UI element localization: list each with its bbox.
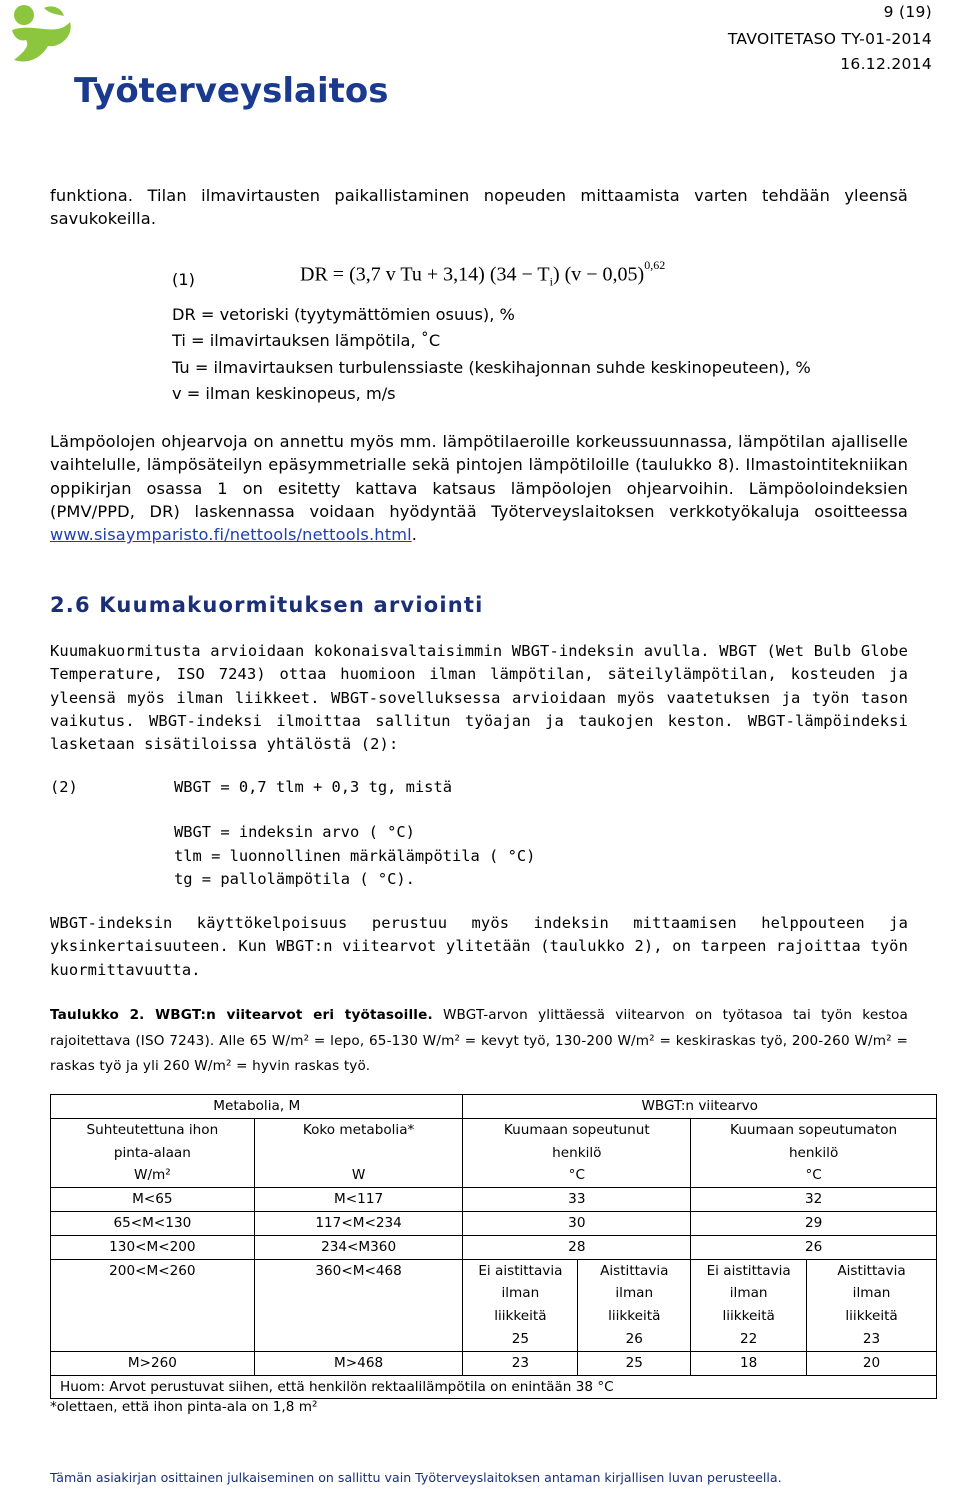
header-sopeutunut: Kuumaan sopeutunut henkilö °C <box>463 1118 691 1187</box>
table-caption-text: WBGT-arvon ylittäessä viitearvon on työtasoa tai työn kestoa rajoitettava (ISO 7243). Alle 65 W/m² = lepo, 65-130 W/m² = kevyt työ, 130-200 W/m² = keskiraskas työ, 200-260 W/m² = raskas työ ja yli 260 W/m² = hyvin raskas työ. <box>50 1007 908 1074</box>
table-row <box>51 1351 937 1375</box>
table-cell: 200<M<260 <box>51 1259 255 1351</box>
equation-1-sub: i <box>549 274 553 289</box>
equation-1 <box>300 258 666 290</box>
wbgt-table <box>50 1094 937 1399</box>
table-caption-label: Taulukko 2. WBGT:n viitearvot eri työtasoille. <box>50 1007 433 1023</box>
table-cell: 18 <box>691 1351 807 1375</box>
equation-1-number: (1) <box>172 270 195 289</box>
section-title: 2.6 Kuumakuormituksen arviointi <box>50 593 484 617</box>
table-cell: Aistittavia ilman liikkeitä 23 <box>807 1259 937 1351</box>
equation-2-number: (2) <box>50 778 78 796</box>
table-cell: M<117 <box>254 1188 463 1212</box>
paragraph-kaytto: WBGT-indeksin käyttökelpoisuus perustuu myös indeksin mittaamisen helppouteen ja yksinkertaisuuteen. Kun WBGT:n viitearvot ylitetään (taulukko 2), on tarpeen rajoittaa työn kuormittavuutta. <box>50 914 908 979</box>
table-cell: 25 <box>578 1351 691 1375</box>
table-footnote: *olettaen, että ihon pinta-ala on 1,8 m² <box>50 1399 318 1415</box>
equation-1-exponent: 0,62 <box>644 258 666 272</box>
eq2-def-wbgt: WBGT = indeksin arvo ( °C) <box>174 823 415 841</box>
table-cell: 26 <box>691 1235 937 1259</box>
table-cell: 33 <box>463 1188 691 1212</box>
table-cell: 32 <box>691 1188 937 1212</box>
paragraph-wbgt: Kuumakuormitusta arvioidaan kokonaisvaltaisimmin WBGT-indeksin avulla. WBGT (Wet Bulb Globe Temperature, ISO 7243) ottaa huomioon ilman lämpötilan, säteilylämpötilan, kosteuden ja yleensä myös ilman liikkeet. WBGT-sovelluksessa arvioidaan myös vaatetuksen ja työn tason vaikutus. WBGT-indeksi ilmoittaa sallitun työajan ja taukojen keston. WBGT-lämpöindeksi lasketaan sisätiloissa yhtälöstä (2): <box>50 642 908 754</box>
logo-figure-icon <box>12 5 71 61</box>
table-cell: Ei aistittavia ilman liikkeitä 25 <box>463 1259 578 1351</box>
paragraph-lampoolot-text: Lämpöolojen ohjearvoja on annettu myös mm. lämpötilaeroille korkeussuunnassa, lämpötilan ajalliselle vaihtelulle, lämpösäteilyn epäsymmetrialle sekä pintojen lämpötiloille (taulukko 8). Ilmastointitekniikan oppikirjan osassa 1 on esitetty kattava katsaus lämpöolojen ohjearvoihin. Lämpöoloindeksien (PMV/PPD, DR) laskennassa voidaan hyödyntää Työterveyslaitoksen verkkotyökaluja osoitteessa <box>50 432 908 521</box>
table-cell: 130<M<200 <box>51 1235 255 1259</box>
table-cell: 234<M360 <box>254 1235 463 1259</box>
table-cell: 28 <box>463 1235 691 1259</box>
equation-1-rhs: ) (v − 0,05) <box>552 263 645 286</box>
table-row <box>51 1118 937 1187</box>
table-note: Huom: Arvot perustuvat siihen, että henkilön rektaalilämpötila on enintään 38 °C <box>51 1375 937 1399</box>
intro-paragraph: funktiona. Tilan ilmavirtausten paikallistaminen nopeuden mittaamista varten tehdään yleensä savukokeilla. <box>50 186 908 229</box>
table-cell: 65<M<130 <box>51 1211 255 1235</box>
table-cell: 20 <box>807 1351 937 1375</box>
tyoterveyslaitos-logo <box>4 2 389 111</box>
equation-1-lhs: DR = (3,7 v Tu + 3,14) (34 − T <box>300 263 550 286</box>
eq2-def-tlm: tlm = luonnollinen märkälämpötila ( °C) <box>174 847 536 865</box>
table-row <box>51 1235 937 1259</box>
eq1-def-dr: DR = vetoriski (tyytymättömien osuus), % <box>172 305 515 324</box>
header-sopeutumaton: Kuumaan sopeutumaton henkilö °C <box>691 1118 937 1187</box>
header-suhteutettuna: Suhteutettuna ihon pinta-alaan W/m² <box>51 1118 255 1187</box>
table-row <box>51 1211 937 1235</box>
eq1-def-ti: Ti = ilmavirtauksen lämpötila, ˚C <box>172 331 441 350</box>
table-cell: M>468 <box>254 1351 463 1375</box>
document-id: TAVOITETASO TY-01-2014 <box>727 30 932 48</box>
table-row <box>51 1095 937 1119</box>
table-cell: 360<M<468 <box>254 1259 463 1351</box>
eq1-def-v: v = ilman keskinopeus, m/s <box>172 384 396 403</box>
table-cell: M<65 <box>51 1188 255 1212</box>
eq2-def-tg: tg = pallolämpötila ( °C). <box>174 870 415 888</box>
table-cell: 29 <box>691 1211 937 1235</box>
table-cell: 23 <box>463 1351 578 1375</box>
table-cell: M>260 <box>51 1351 255 1375</box>
table-row <box>51 1188 937 1212</box>
page-number: 9 (19) <box>883 3 932 21</box>
equation-2: WBGT = 0,7 tlm + 0,3 tg, mistä <box>174 778 452 796</box>
logo-wordmark: Työterveyslaitos <box>74 71 389 111</box>
table-cell: 30 <box>463 1211 691 1235</box>
table-cell: 117<M<234 <box>254 1211 463 1235</box>
paragraph-lampoolot <box>50 430 908 546</box>
table-cell: Aistittavia ilman liikkeitä 26 <box>578 1259 691 1351</box>
header-wbgt: WBGT:n viitearvo <box>463 1095 937 1119</box>
table-row <box>51 1259 937 1351</box>
nettools-link[interactable]: www.sisaymparisto.fi/nettools/nettools.html <box>50 525 412 545</box>
header-koko-metabolia: Koko metabolia* W <box>254 1118 463 1187</box>
link-tail: . <box>411 525 418 545</box>
eq1-def-tu: Tu = ilmavirtauksen turbulenssiaste (keskihajonnan suhde keskinopeuteen), % <box>172 358 811 377</box>
table-caption <box>50 1003 908 1080</box>
table-cell: Ei aistittavia ilman liikkeitä 22 <box>691 1259 807 1351</box>
page-footer: Tämän asiakirjan osittainen julkaiseminen on sallittu vain Työterveyslaitoksen antaman kirjallisen luvan perusteella. <box>50 1470 782 1485</box>
document-date: 16.12.2014 <box>840 55 932 73</box>
header-metabolia: Metabolia, M <box>51 1095 463 1119</box>
